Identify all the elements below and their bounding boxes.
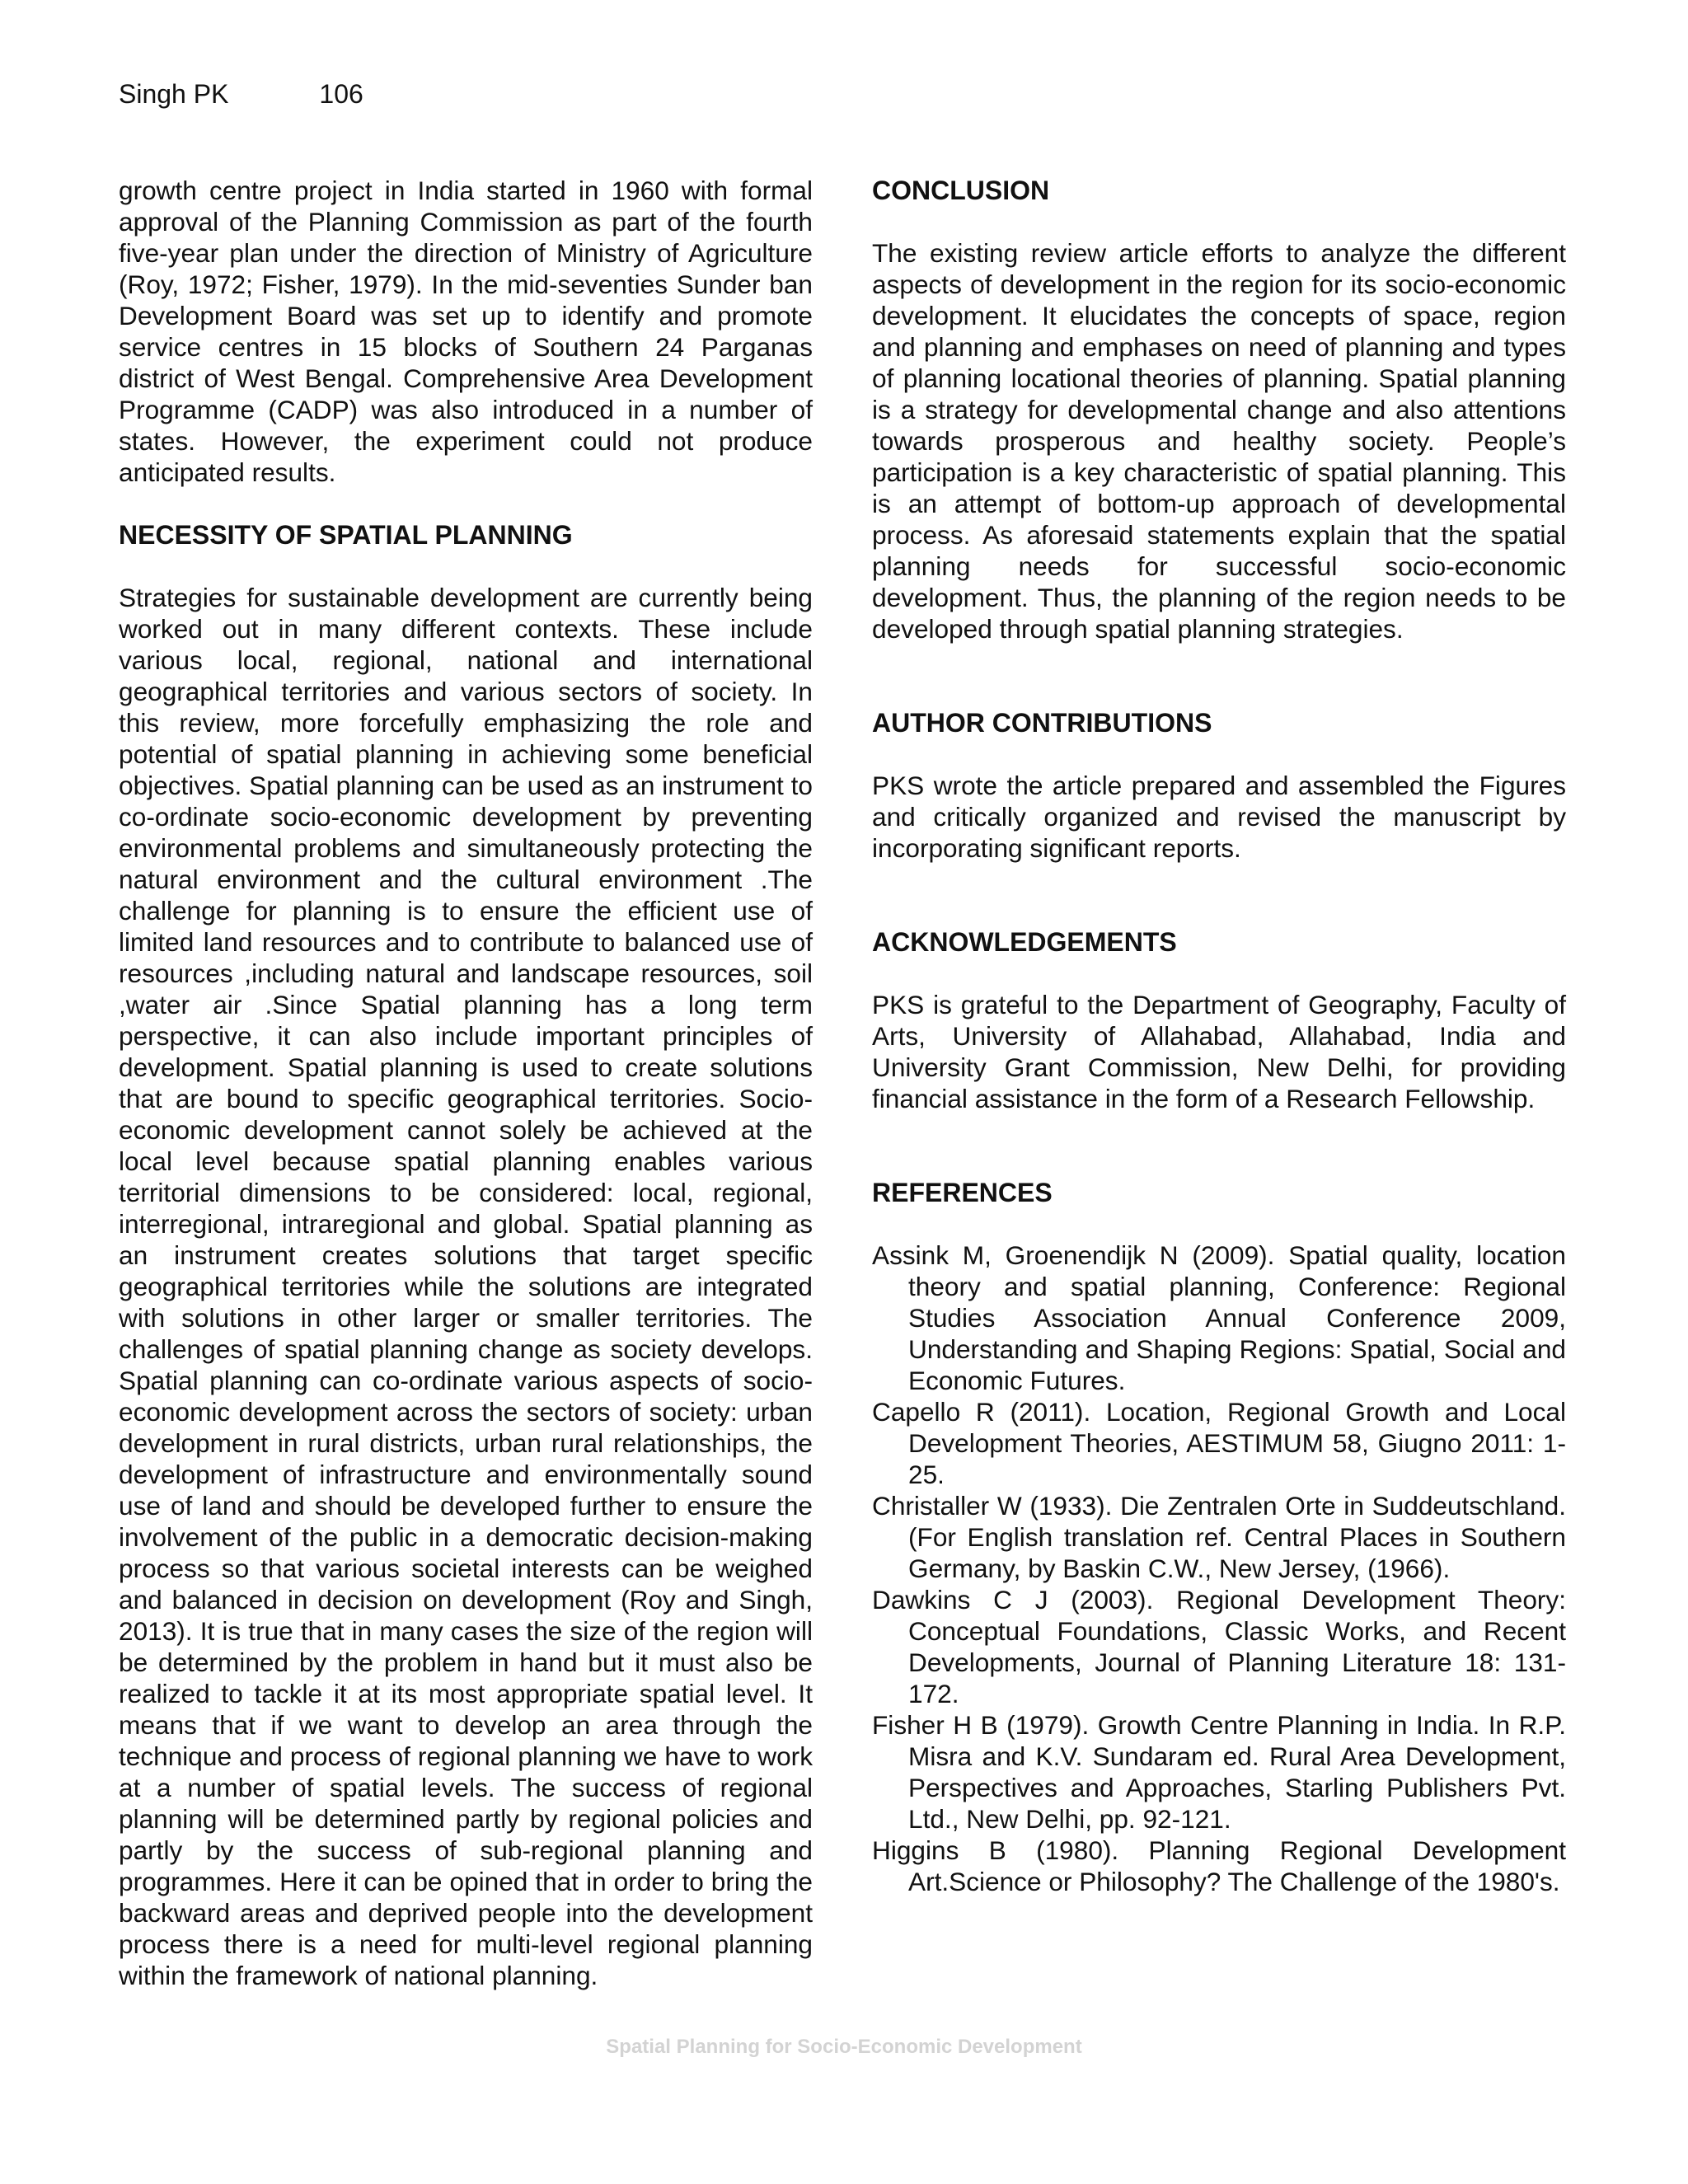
reference-item: Christaller W (1933). Die Zentralen Orte in Suddeutschland. (For English translation ref. Central Places in Southern Germany, by Baskin C.W., New Jersey, (1966).	[872, 1491, 1566, 1583]
necessity-heading: NECESSITY OF SPATIAL PLANNING	[119, 520, 573, 550]
reference-item: Higgins B (1980). Planning Regional Development Art.Science or Philosophy? The Challenge of the 1980's.	[872, 1835, 1566, 1896]
conclusion-heading: CONCLUSION	[872, 176, 1050, 205]
spacer	[872, 1208, 1566, 1240]
header-author: Singh PK	[119, 79, 229, 109]
reference-item: Fisher H B (1979). Growth Centre Planning in India. In R.P. Misra and K.V. Sundaram ed. Rural Area Development, Perspectives and Approaches, Starling Publishers Pvt. Ltd., New Delhi, pp. 92-121.	[872, 1710, 1566, 1834]
left-column	[119, 175, 813, 1991]
reference-item: Assink M, Groenendijk N (2009). Spatial quality, location theory and spatial planning, Conference: Regional Studies Association Annual Conference 2009, Understanding and Shaping Regions: Spatial, Social and Economic Futures.	[872, 1240, 1566, 1395]
spacer	[119, 488, 813, 519]
references-heading: REFERENCES	[872, 1178, 1053, 1207]
spacer	[872, 958, 1566, 989]
author-contributions-paragraph: PKS wrote the article prepared and assembled the Figures and critically organized and revised the manuscript by incorporating significant reports.	[872, 771, 1566, 863]
intro-paragraph: growth centre project in India started in 1960 with formal approval of the Planning Commission as part of the fourth five-year plan under the direction of Ministry of Agriculture (Roy, 1972; Fisher, 1979). In the mid-seventies Sunder ban Development Board was set up to identify and promote service centres in 15 blocks of Southern 24 Parganas district of West Bengal. Comprehensive Area Development Programme (CADP) was also introduced in a number of states. However, the experiment could not produce anticipated results.	[119, 176, 813, 487]
right-column	[872, 175, 1566, 1897]
author-contributions-heading: AUTHOR CONTRIBUTIONS	[872, 708, 1212, 738]
running-footer: Spatial Planning for Socio-Economic Development	[606, 2036, 1082, 2058]
acknowledgements-paragraph: PKS is grateful to the Department of Geography, Faculty of Arts, University of Allahabad, Allahabad, India and University Grant Commission, New Delhi, for providing financial assistance in the form of a Research Fellowship.	[872, 990, 1566, 1113]
spacer	[872, 738, 1566, 770]
acknowledgements-heading: ACKNOWLEDGEMENTS	[872, 927, 1177, 957]
necessity-paragraph: Strategies for sustainable development are currently being worked out in many different contexts. These include various local, regional, national and international geographical territories and various sectors of society. In this review, more forcefully emphasizing the role and potential of spatial planning in achieving some beneficial objectives. Spatial planning can be used as an instrument to co-ordinate socio-economic development by preventing environmental problems and simultaneously protecting the natural environment and the cultural environment .The challenge for planning is to ensure the efficient use of limited land resources and to contribute to balanced use of resources ,including natural and landscape resources, soil ,water air .Since Spatial planning has a long term perspective, it can also include important principles of development. Spatial planning is used to create solutions that are bound to specific geographical territories. Socio-economic development cannot solely be achieved at the local level because spatial planning enables various territorial dimensions to be considered: local, regional, interregional, intraregional and global. Spatial planning as an instrument creates solutions that target specific geographical territories while the solutions are integrated with solutions in other larger or smaller territories. The challenges of spatial planning change as society develops. Spatial planning can co-ordinate various aspects of socio-economic development across the sectors of society: urban development in rural districts, urban rural relationships, the development of infrastructure and environmentally sound use of land and should be developed further to ensure the involvement of the public in a democratic decision-making process so that various societal interests can be weighed and balanced in decision on development (Roy and Singh, 2013). It is true that in many cases the size of the region will be determined by the problem in hand but it must also be realized to tackle it at its most appropriate spatial level. It means that if we want to develop an area through the technique and process of regional planning we have to work at a number of spatial levels. The success of regional planning will be determined partly by regional policies and partly by the success of sub-regional planning and programmes. Here it can be opined that in order to bring the backward areas and deprived people into the development process there is a need for multi-level regional planning within the framework of national planning.	[119, 583, 813, 1990]
reference-list	[872, 1240, 1566, 1897]
spacer	[872, 1114, 1566, 1177]
conclusion-paragraph: The existing review article efforts to analyze the different aspects of development in the region for its socio-economic development. It elucidates the concepts of space, region and planning and emphases on need of planning and types of planning locational theories of planning. Spatial planning is a strategy for developmental change and also attentions towards prosperous and healthy society. People’s participation is a key characteristic of spatial planning. This is an attempt of bottom-up approach of developmental process. As aforesaid statements explain that the spatial planning needs for successful socio-economic development. Thus, the planning of the region needs to be developed through spatial planning strategies.	[872, 238, 1566, 644]
reference-item: Capello R (2011). Location, Regional Growth and Local Development Theories, AESTIMUM 58, Giugno 2011: 1-25.	[872, 1397, 1566, 1489]
spacer	[872, 206, 1566, 237]
spacer	[872, 644, 1566, 707]
page-header	[119, 77, 363, 110]
spacer	[119, 551, 813, 582]
spacer	[872, 864, 1566, 926]
page-number: 106	[319, 79, 363, 109]
reference-item: Dawkins C J (2003). Regional Development Theory: Conceptual Foundations, Classic Works, and Recent Developments, Journal of Planning Literature 18: 131-172.	[872, 1585, 1566, 1708]
